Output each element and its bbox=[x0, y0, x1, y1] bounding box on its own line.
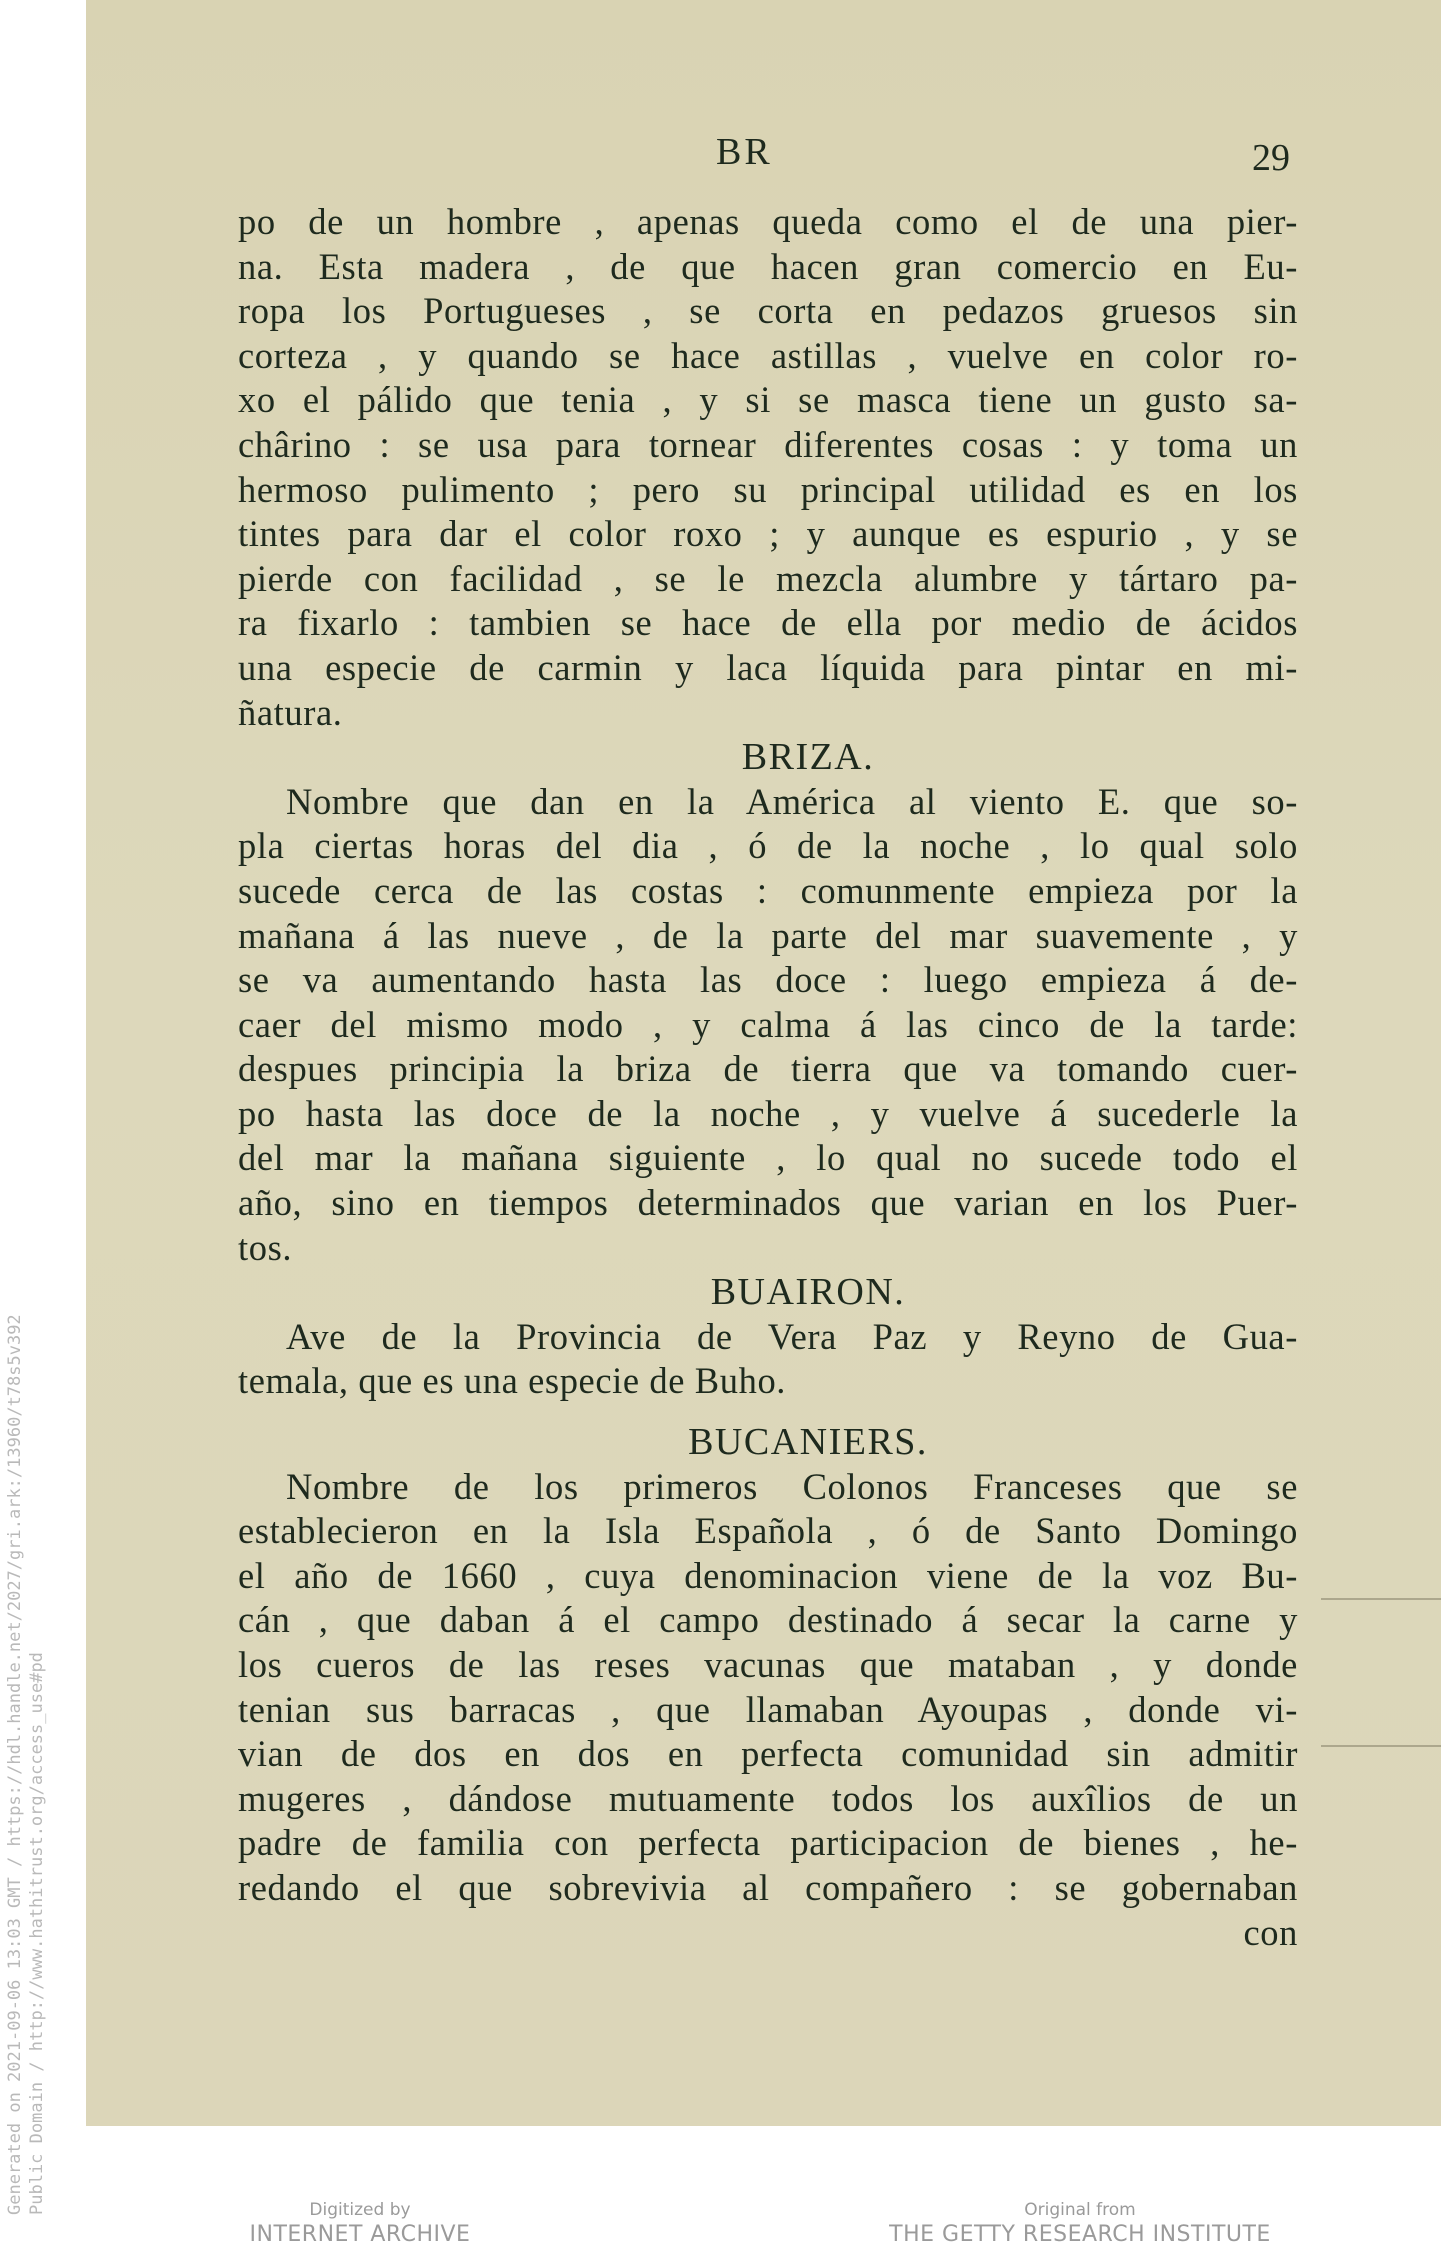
text-line: ropa los Portugueses , se corta en pedazos gruesos sin bbox=[238, 290, 1298, 332]
text-line: sucede cerca de las costas : comunmente empieza por la bbox=[238, 869, 1298, 911]
text-line: Nombre que dan en la América al viento E. que so- bbox=[286, 780, 1298, 822]
running-head-title: BR bbox=[716, 131, 773, 173]
text-line: redando el que sobrevivia al compañero : se gobernaban bbox=[238, 1866, 1298, 1908]
text-line: cán , que daban á el campo destinado á secar la carne y bbox=[238, 1599, 1298, 1641]
text-line: año, sino en tiempos determinados que varian en los Puer- bbox=[238, 1182, 1298, 1224]
text-line: tintes para dar el color roxo ; y aunque es espurio , y se bbox=[238, 513, 1298, 555]
text-line: Nombre de los primeros Colonos Franceses que se bbox=[286, 1465, 1298, 1507]
text-line: del mar la mañana siguiente , lo qual no sucede todo el bbox=[238, 1137, 1298, 1179]
text-line: Ave de la Provincia de Vera Paz y Reyno de Gua- bbox=[286, 1315, 1298, 1357]
text-line: ra fixarlo : tambien se hace de ella por medio de ácidos bbox=[238, 602, 1298, 644]
text-line: pierde con facilidad , se le mezcla alumbre y tártaro pa- bbox=[238, 557, 1298, 599]
footer-internet-archive: INTERNET ARCHIVE bbox=[249, 2222, 471, 2247]
text-line: establecieron en la Isla Española , ó de Santo Domingo bbox=[238, 1510, 1298, 1552]
text-line: tenian sus barracas , que llamaban Ayoupas , donde vi- bbox=[238, 1688, 1298, 1730]
watermark-line-1: Generated on 2021-09-06 13:03 GMT / https://hdl.handle.net/2027/gri.ark:/13960/t78s5v392 bbox=[5, 1314, 25, 2215]
page-edge-mark bbox=[1321, 1745, 1441, 1747]
text-line: mugeres , dándose mutuamente todos los auxîlios de un bbox=[238, 1777, 1298, 1819]
text-line: po de un hombre , apenas queda como el de una pier- bbox=[238, 201, 1298, 242]
text-line: corteza , y quando se hace astillas , vuelve en color ro- bbox=[238, 334, 1298, 376]
text-line: caer del mismo modo , y calma á las cinco de la tarde: bbox=[238, 1003, 1298, 1045]
text-line: mañana á las nueve , de la parte del mar suavemente , y bbox=[238, 914, 1298, 956]
text-line: pla ciertas horas del dia , ó de la noche , lo qual solo bbox=[238, 825, 1298, 867]
entry-heading-briza: BRIZA. bbox=[741, 736, 875, 779]
page-number: 29 bbox=[1252, 137, 1290, 179]
left-margin bbox=[0, 0, 86, 2255]
footer-original-from bbox=[860, 2198, 1300, 2255]
entry-heading-bucaniers: BUCANIERS. bbox=[688, 1421, 928, 1464]
catchword: con bbox=[1243, 1911, 1298, 1953]
text-line: vian de dos en dos en perfecta comunidad sin admitir bbox=[238, 1733, 1298, 1775]
text-line: tos. bbox=[238, 1226, 293, 1268]
page-edge-mark bbox=[1321, 1598, 1441, 1600]
text-line: padre de familia con perfecta participacion de bienes , he- bbox=[238, 1822, 1298, 1864]
text-line: hermoso pulimento ; pero su principal utilidad es en los bbox=[238, 468, 1298, 510]
footer-getty-institute: THE GETTY RESEARCH INSTITUTE bbox=[889, 2222, 1271, 2247]
text-line: una especie de carmin y laca líquida para pintar en mi- bbox=[238, 646, 1298, 688]
watermark-line-2: Public Domain / http://www.hathitrust.org/access_use#pd bbox=[27, 1652, 47, 2215]
text-line: el año de 1660 , cuya denominacion viene de la voz Bu- bbox=[238, 1554, 1298, 1596]
text-line: ñatura. bbox=[238, 691, 343, 733]
text-line: na. Esta madera , de que hacen gran comercio en Eu- bbox=[238, 245, 1298, 287]
text-line: los cueros de las reses vacunas que mataban , y donde bbox=[238, 1644, 1298, 1685]
text-line: temala, que es una especie de Buho. bbox=[238, 1360, 787, 1402]
footer-digitized-by bbox=[210, 2198, 510, 2255]
running-head bbox=[238, 130, 1298, 180]
hathitrust-watermark bbox=[4, 1314, 48, 2215]
text-line: se va aumentando hasta las doce : luego empieza á de- bbox=[238, 959, 1298, 1001]
text-line: despues principia la briza de tierra que va tomando cuer- bbox=[238, 1048, 1298, 1090]
footer-original-label: Original from bbox=[1024, 2200, 1136, 2220]
footer-digitized-label: Digitized by bbox=[309, 2200, 411, 2220]
body-text bbox=[238, 200, 1298, 1955]
text-line: chârino : se usa para tornear diferentes cosas : y toma un bbox=[238, 423, 1298, 465]
text-line: xo el pálido que tenia , y si se masca tiene un gusto sa- bbox=[238, 379, 1298, 421]
entry-heading-buairon: BUAIRON. bbox=[710, 1271, 906, 1314]
entry-gap bbox=[238, 1404, 1298, 1420]
text-line: po hasta las doce de la noche , y vuelve á sucederle la bbox=[238, 1092, 1298, 1134]
